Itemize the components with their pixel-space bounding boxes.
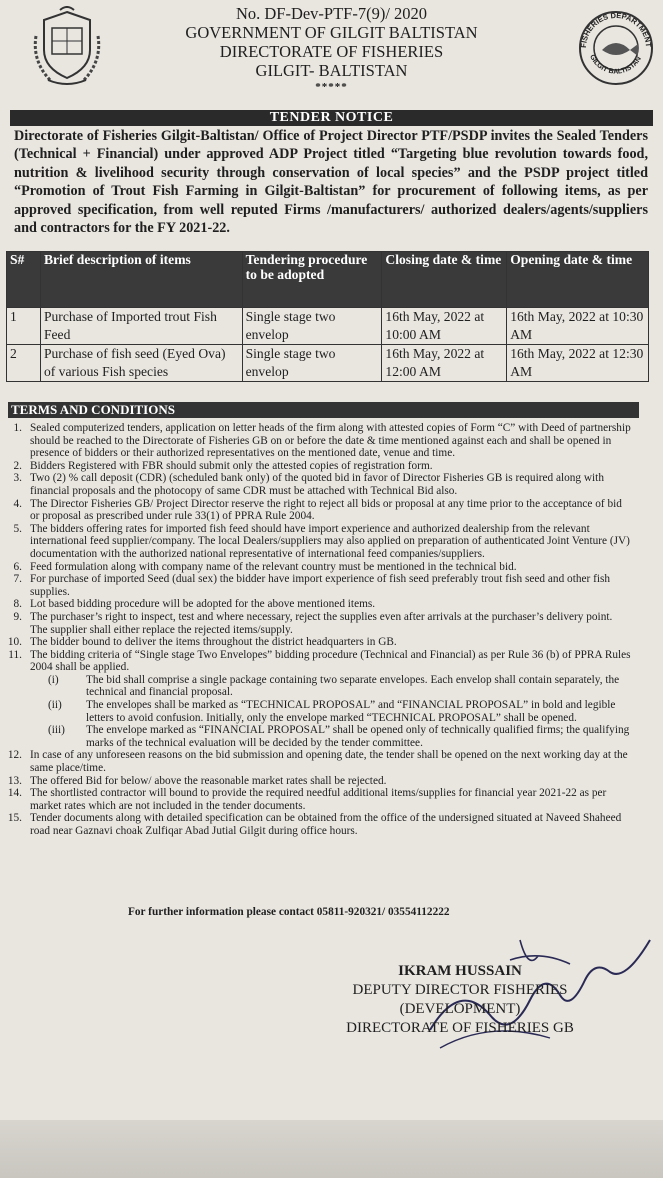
sub-term-item: (ii) The envelopes shall be marked as “TECHNICAL PROPOSAL” and “FINANCIAL PROPOSAL” in bold and legible letters to avoid confusion. Initially, only the envelope marked “TECHNICAL PROPOSAL” shall be opened. [48, 699, 616, 724]
signatory-block [300, 962, 620, 1038]
term-item: 8. Lot based bidding procedure will be adopted for the above mentioned items. [13, 598, 376, 611]
table-header-closing: Closing date & time [382, 252, 507, 308]
term-item: 4. The Director Fisheries GB/ Project Director reserve the right to reject all bids or proposal at any time prior to the acceptance of bid or proposal as prescribed under rule 33(1) of PPRA Rule 2004. [13, 497, 622, 523]
term-item: 9. The purchaser’s right to inspect, test and where necessary, reject the supplies even after arrivals at the purchaser’s delivery point. The supplier shall either replace the rejected items/supply. [13, 610, 613, 636]
sub-term-item: (i) The bid shall comprise a single package containing two separate envelopes. Each envelop shall contain separately, the technical and financial proposal. [48, 673, 620, 699]
place-name: GILGIT- BALTISTAN [255, 61, 408, 80]
signatory-name: IKRAM HUSSAIN [398, 963, 522, 979]
term-item: 6. Feed formulation along with company name of the relevant country must be mentioned in the technical bid. [13, 560, 517, 573]
tender-items-table [6, 251, 649, 382]
paper-bottom-edge [0, 1120, 663, 1178]
cell-description: Purchase of fish seed (Eyed Ova) of various Fish species [40, 345, 242, 382]
table-row [7, 308, 649, 345]
cell-opening: 16th May, 2022 at 12:30 AM [507, 345, 649, 382]
table-header-sn: S# [7, 252, 41, 308]
signatory-office: DIRECTORATE OF FISHERIES GB [346, 1020, 574, 1036]
terms-title: TERMS AND CONDITIONS [8, 402, 639, 418]
term-item: 7. For purchase of imported Seed (dual sex) the bidder have import experience of fish seed preferably trout fish seed and other fish supplies. [13, 573, 611, 598]
term-item: 1. Sealed computerized tenders, application on letter heads of the firm along with attested copies of Form “C” with Deed of partnership should be reached to the Directorate of Fisheries GB on or before the date & time mentioned against each and shall be opened in presence of bidders or their authorized representatives on the mentioned date, venue and time. [13, 422, 631, 460]
sub-term-item: (iii) The envelope marked as “FINANCIAL PROPOSAL” shall be opened only of technically qualified firms; the qualifying marks of the technical evaluation will be decided by the tender committee. [48, 724, 630, 749]
term-item: 2. Bidders Registered with FBR should submit only the attested copies of registration form. [13, 459, 433, 472]
intro-paragraph: Directorate of Fisheries Gilgit-Baltistan/ Office of Project Director PTF/PSDP invites the Sealed Tenders (Technical + Financial) under approved ADP Project titled “Targeting blue revolution towards food, nutrition & livelihood security through conservation of local species” and the PSDP project titled “Promotion of Trout Fish Farming in Gilgit-Baltistan” for procurement of following items, as per approved specification, from well reputed Firms /manufacturers/ authorized dealers/agents/suppliers and contractors for the FY 2021-22. [14, 128, 648, 237]
term-item: 11. The bidding criteria of “Single stage Two Envelopes” bidding procedure (Technical and Financial) as per Rule 36 (b) of PPRA Rules 2004 shall be applied. [8, 648, 631, 674]
cell-opening: 16th May, 2022 at 10:30 AM [507, 308, 649, 345]
cell-procedure: Single stage two envelop [242, 308, 382, 345]
notice-title: TENDER NOTICE [10, 110, 653, 126]
term-item: 5. The bidders offering rates for imported fish feed should have import experience and authorized dealership from the relevant international feed supplier/company. The local Dealers/suppliers may also applied on preparation of authenticated Joint Venture (JV) documentation with the authorized national representative of international feed companies/suppliers. [13, 522, 630, 560]
header-stars: ***** [315, 81, 348, 93]
terms-list [4, 422, 632, 838]
directorate-name: DIRECTORATE OF FISHERIES [219, 42, 444, 61]
signatory-designation: DEPUTY DIRECTOR FISHERIES [352, 982, 568, 998]
term-item: 15. Tender documents along with detailed specification can be obtained from the office of the undersigned situated at Naveed Shaheed road near Gaznavi choak Zulfiqar Abad Jutial Gilgit during office hours. [7, 812, 622, 837]
cell-procedure: Single stage two envelop [242, 345, 382, 382]
government-name: GOVERNMENT OF GILGIT BALTISTAN [185, 23, 478, 42]
cell-sn: 1 [7, 308, 41, 345]
term-item: 14. The shortlisted contractor will bound to provide the required needful additional items/supplies for financial year 2021-22 as per market rates which are not included in the tender documents. [7, 787, 607, 812]
cell-closing: 16th May, 2022 at 10:00 AM [382, 308, 507, 345]
term-item: 3. Two (2) % call deposit (CDR) (scheduled bank only) of the quoted bid in favor of Director Fisheries GB is required along with financial proposals and the photocopy of same CDR must be attached with Technical Bid also. [13, 472, 604, 497]
contact-info: For further information please contact 05811-920321/ 03554112222 [128, 906, 450, 918]
table-row [7, 345, 649, 382]
signatory-wing: (DEVELOPMENT) [399, 1001, 521, 1017]
table-header-opening: Opening date & time [507, 252, 649, 308]
term-item: 10. The bidder bound to deliver the items throughout the district headquarters in GB. [7, 636, 397, 649]
letter-header [0, 4, 663, 94]
reference-number: No. DF-Dev-PTF-7(9)/ 2020 [235, 4, 428, 23]
seal-bottom-text: GILGIT BALTISTAN [588, 53, 643, 76]
term-item: 12. In case of any unforeseen reasons on the bid submission and opening date, the tender shall be opened on the next working day at the same place/time. [7, 749, 628, 775]
table-header-procedure: Tendering procedure to be adopted [242, 252, 382, 308]
seal-top-text: FISHERIES DEPARTMENT [578, 10, 654, 49]
cell-description: Purchase of Imported trout Fish Feed [40, 308, 242, 345]
table-header-description: Brief description of items [40, 252, 242, 308]
term-item: 13. The offered Bid for below/ above the reasonable market rates shall be rejected. [7, 774, 387, 787]
cell-sn: 2 [7, 345, 41, 382]
cell-closing: 16th May, 2022 at 12:00 AM [382, 345, 507, 382]
